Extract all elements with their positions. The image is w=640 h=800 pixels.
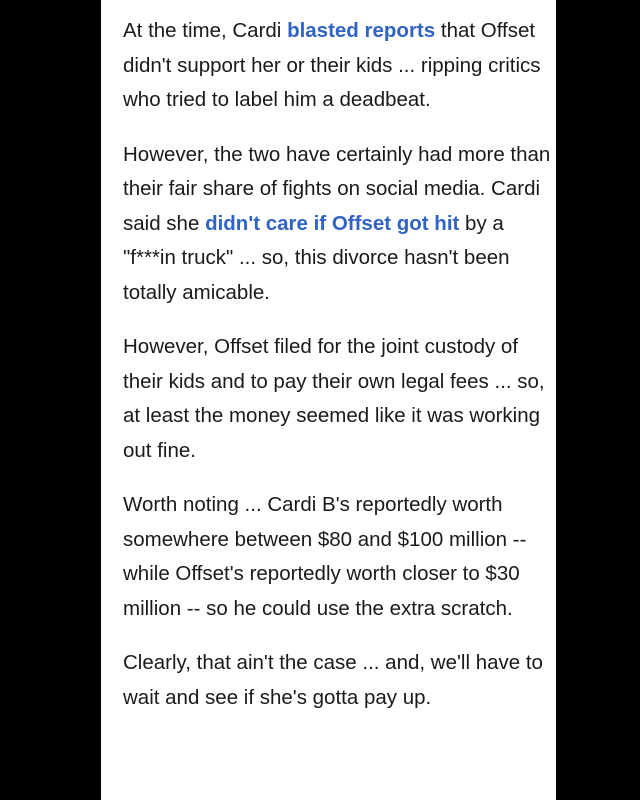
paragraph-1 (123, 14, 553, 118)
blasted-reports-link[interactable]: blasted reports (287, 19, 436, 42)
paragraph-1-text-end: that Offset didn't support her or their kids ... ripping critics who tried to label him a deadbeat. (123, 19, 541, 111)
paragraph-2 (123, 138, 553, 311)
paragraph-5: Clearly, that ain't the case ... and, we'll have to wait and see if she's gotta pay up. (123, 651, 543, 709)
paragraph-1-text-start: At the time, Cardi (123, 19, 288, 42)
paragraph-4: Worth noting ... Cardi B's reportedly worth somewhere between $80 and $100 million -- while Offset's reportedly worth closer to $30 million -- so he could use the extra scratch. (123, 493, 527, 620)
paragraph-2-text-start: However, the two have certainly had more than their fair share of fights on social media. Cardi said she (123, 142, 551, 235)
article-body (101, 0, 556, 800)
didnt-care-if-offset-got-hit-link[interactable]: didn't care if Offset got hit (205, 211, 460, 235)
article-text (123, 14, 553, 735)
paragraph-3: However, Offset filed for the joint custody of their kids and to pay their own legal fees ... so, at least the money seemed like it was working out fine. (123, 335, 545, 462)
paragraph-2-text-end: by a "f***in truck" ... so, this divorce hasn't been totally amicable. (123, 211, 510, 304)
